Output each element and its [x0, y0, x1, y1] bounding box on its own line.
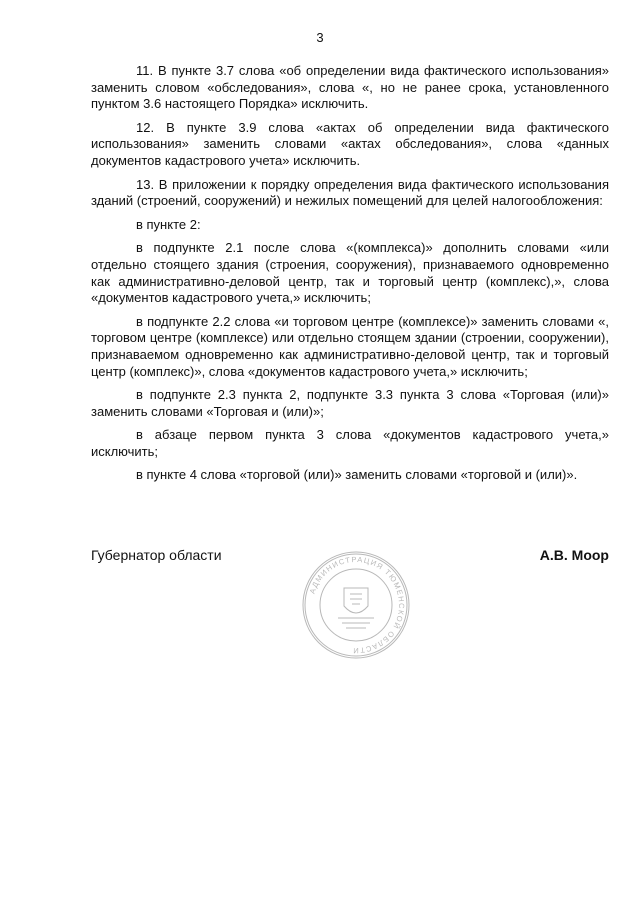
document-body	[91, 63, 609, 491]
signatory-role: Губернатор области	[91, 547, 222, 563]
paragraph-point-4: в пункте 4 слова «торговой (или)» заменить словами «торговой и (или)».	[136, 467, 578, 483]
seal-ring-text: АДМИНИСТРАЦИЯ ТЮМЕНСКОЙ ОБЛАСТИ	[307, 554, 407, 656]
paragraph-subpoint-2-3: в подпункте 2.3 пункта 2, подпункте 3.3 пункта 3 слова «Торговая (или)» заменить словами «Торговая и (или)»;	[91, 387, 609, 419]
paragraph-point-2: в пункте 2:	[136, 216, 201, 232]
official-seal-stamp	[300, 550, 412, 660]
paragraph-subpoint-2-1: в подпункте 2.1 после слова «(комплекса)» дополнить словами «или отдельно стоящего здания (строения, сооружения), признаваемого одновременно как административно-деловой центр, так и торговый центр (комплекс),», слова «документов кадастрового учета,» исключить;	[91, 240, 609, 306]
signatory-name: А.В. Моор	[539, 547, 609, 563]
paragraph-subpoint-2-2: в подпункте 2.2 слова «и торговом центре (комплексе)» заменить словами «, торговом центре (комплексе) или отдельно стоящем здании (строении, сооружении), признаваемом одновременно как административно-деловой центр, так и торговый центр (комплекс)», слова «документов кадастрового учета,» исключить;	[91, 313, 609, 379]
paragraph-point-3: в абзаце первом пункта 3 слова «документов кадастрового учета,» исключить;	[91, 427, 609, 459]
paragraph-13: 13. В приложении к порядку определения вида фактического использования зданий (строений, сооружений) и нежилых помещений для целей налогообложения:	[91, 176, 609, 209]
page-number: 3	[316, 30, 324, 45]
paragraph-12: 12. В пункте 3.9 слова «актах об определении вида фактического использования» заменить словами «актах обследования», слова «данных документов кадастрового учета» исключить.	[91, 119, 609, 168]
paragraph-11: 11. В пункте 3.7 слова «об определении вида фактического использования» заменить словом «обследования», слова «, но не ранее срока, установленного пунктом 3.6 настоящего Порядка» исключить.	[91, 63, 609, 112]
